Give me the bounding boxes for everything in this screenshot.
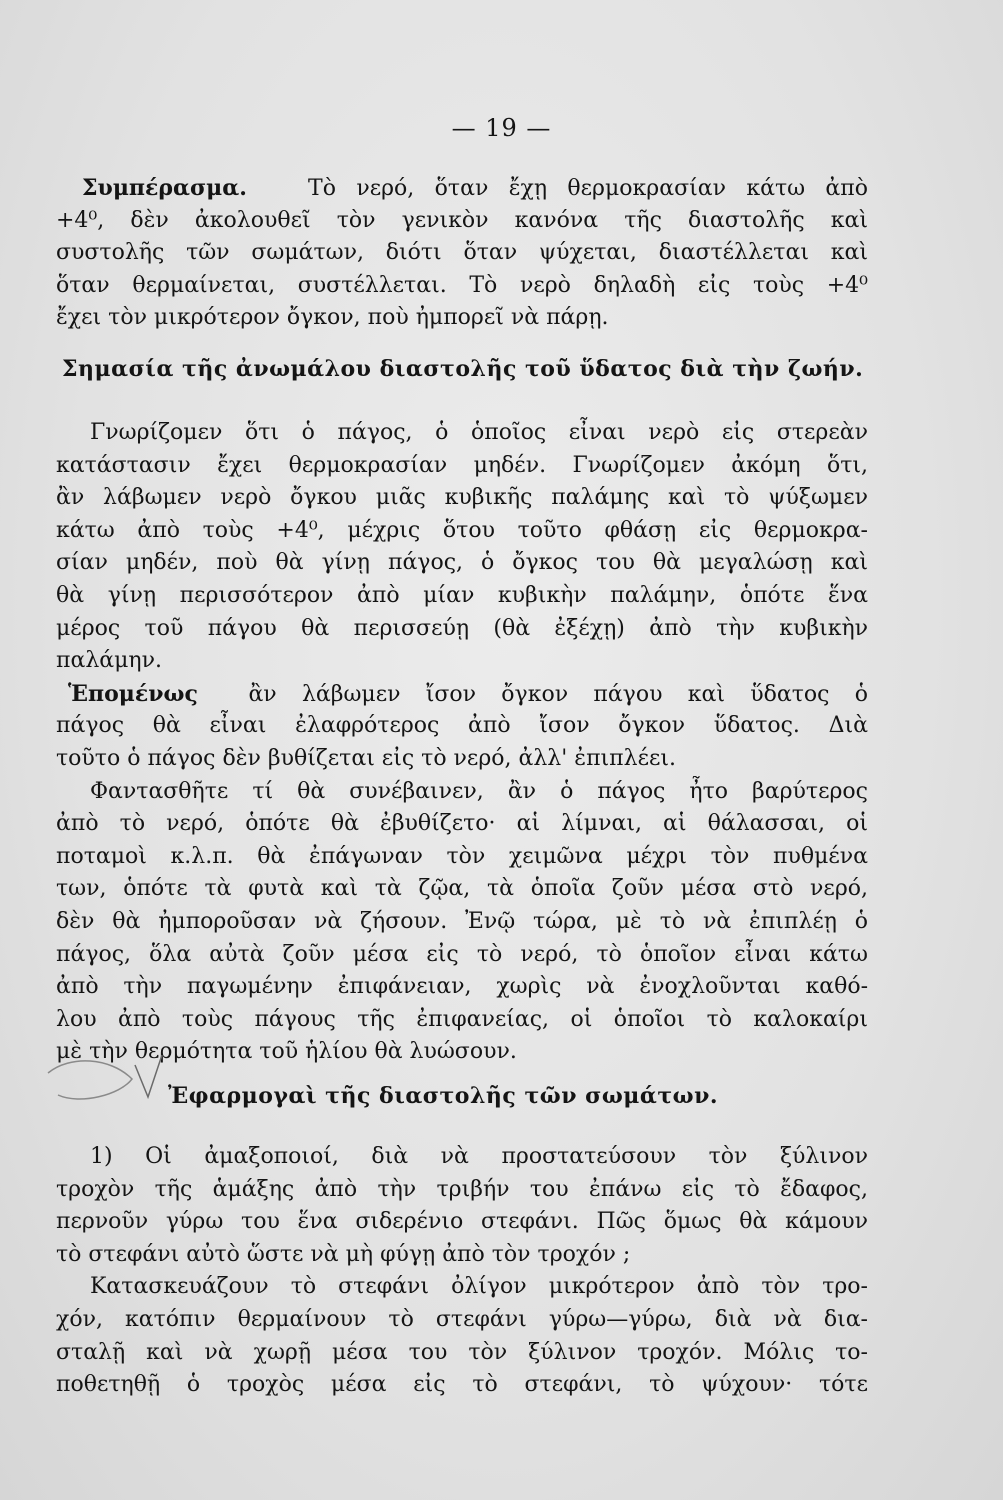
text-line: λου ἀπὸ τοὺς πάγους τῆς ἐπιφανείας, οἱ ὁποῖοι τὸ καλοκαίρι (56, 1006, 868, 1032)
text-line: μέρος τοῦ πάγου θὰ περισσεύῃ (θὰ ἐξέχῃ) ἀπὸ τὴν κυβικὴν (56, 615, 868, 641)
text-line: συστολῆς τῶν σωμάτων, διότι ὅταν ψύχεται, διαστέλλεται καὶ (56, 240, 868, 266)
section-heading-applications: Ἐφαρμογαὶ τῆς διαστολῆς τῶν σωμάτων. (168, 1083, 719, 1109)
text-line: πάγος θὰ εἶναι ἐλαφρότερος ἀπὸ ἴσον ὄγκον ὕδατος. Διὰ (56, 713, 868, 739)
text-line: παλάμην. (56, 648, 162, 674)
text-line: σταλῇ καὶ νὰ χωρῇ μέσα του τὸν ξύλινον τροχόν. Μόλις το- (56, 1339, 868, 1365)
paragraph-lead: Ἑπομένως (68, 680, 198, 707)
text-line: χόν, κατόπιν θερμαίνουν τὸ στεφάνι γύρω—γύρω, διὰ νὰ δια- (56, 1306, 868, 1332)
text-line: κατάστασιν ἔχει θερμοκρασίαν μηδέν. Γνωρίζομεν ἀκόμη ὅτι, (56, 452, 868, 478)
text-line: πάγος, ὅλα αὐτὰ ζοῦν μέσα εἰς τὸ νερό, τὸ ὁποῖον εἶναι κάτω (56, 941, 868, 967)
text-line: ποταμοὶ κ.λ.π. θὰ ἐπάγωναν τὸν χειμῶνα μέχρι τὸν πυθμένα (56, 843, 868, 869)
text-line: μὲ τὴν θερμότητα τοῦ ἡλίου θὰ λυώσουν. (56, 1039, 517, 1065)
text-line: Κατασκευάζουν τὸ στεφάνι ὀλίγον μικρότερον ἀπὸ τὸν τρο- (90, 1274, 868, 1300)
text-line: Γνωρίζομεν ὅτι ὁ πάγος, ὁ ὁποῖος εἶναι νερὸ εἰς στερεὰν (90, 420, 868, 445)
section2-paragraph (56, 1141, 868, 1402)
conclusion-text: Τὸ νερό, ὅταν ἔχῃ θερμοκρασίαν κάτω ἀπὸ (308, 176, 868, 201)
text-line: θὰ γίνῃ περισσότερον ἀπὸ μίαν κυβικὴν παλάμην, ὁπότε ἕνα (56, 582, 868, 608)
text-line: ἀπὸ τὸ νερό, ὁπότε θὰ ἐβυθίζετο· αἱ λίμναι, αἱ θάλασσαι, οἱ (56, 811, 868, 837)
section1-paragraph2-line-1 (56, 678, 868, 711)
text-line: κάτω ἀπὸ τοὺς +4⁰, μέχρις ὅτου τοῦτο φθάσῃ εἰς θερμοκρα- (56, 517, 868, 543)
text-line: Φαντασθῆτε τί θὰ συνέβαινεν, ἂν ὁ πάγος ἦτο βαρύτερος (90, 778, 868, 804)
text-line: +4⁰, δὲν ἀκολουθεῖ τὸν γενικὸν κανόνα τῆς διαστολῆς καὶ (56, 207, 868, 233)
text-line: ἔχει τὸν μικρότερον ὄγκον, ποὺ ἠμπορεῖ νὰ πάρῃ. (56, 305, 609, 331)
text-line: τὸ στεφάνι αὐτὸ ὥστε νὰ μὴ φύγῃ ἀπὸ τὸν τροχόν ; (56, 1241, 631, 1267)
text-line: τοῦτο ὁ πάγος δὲν βυθίζεται εἰς τὸ νερό, ἀλλ' ἐπιπλέει. (56, 745, 676, 771)
pencil-mark-icon (40, 1035, 180, 1115)
section-heading-anomalous-expansion: Σημασία τῆς ἀνωμάλου διαστολῆς τοῦ ὕδατος διὰ τὴν ζωήν. (62, 356, 864, 382)
text-line: ἀπὸ τὴν παγωμένην ἐπιφάνειαν, χωρὶς νὰ ἐνοχλοῦνται καθό- (56, 974, 868, 1000)
conclusion-paragraph (56, 172, 868, 335)
text-line: τροχὸν τῆς ἁμάξης ἀπὸ τὴν τριβήν του ἐπάνω εἰς τὸ ἔδαφος, (56, 1176, 868, 1202)
text-line: των, ὁπότε τὰ φυτὰ καὶ τὰ ζῷα, τὰ ὁποῖα ζοῦν μέσα στὸ νερό, (56, 876, 868, 902)
text-line: ἂν λάβωμεν νερὸ ὄγκου μιᾶς κυβικῆς παλάμης καὶ τὸ ψύξωμεν (56, 485, 868, 511)
text-line: ποθετηθῇ ὁ τροχὸς μέσα εἰς τὸ στεφάνι, τὸ ψύχουν· τότε (56, 1372, 868, 1398)
conclusion-line-1 (56, 172, 868, 205)
text-line: περνοῦν γύρω του ἕνα σιδερένιο στεφάνι. Πῶς ὅμως θὰ κάμουν (56, 1209, 868, 1235)
text-line: δὲν θὰ ἠμποροῦσαν νὰ ζήσουν. Ἐνῷ τώρα, μὲ τὸ νὰ ἐπιπλέῃ ὁ (56, 908, 868, 934)
conclusion-lead: Συμπέρασμα. (82, 175, 247, 201)
text-line: ὅταν θερμαίνεται, συστέλλεται. Τὸ νερὸ δηλαδὴ εἰς τοὺς +4⁰ (56, 272, 868, 298)
page-number: — 19 — (451, 114, 552, 142)
text-line: σίαν μηδέν, ποὺ θὰ γίνῃ πάγος, ὁ ὄγκος του θὰ μεγαλώσῃ καὶ (56, 550, 868, 576)
section1-paragraph (56, 417, 868, 1069)
paragraph-text: ἂν λάβωμεν ἴσον ὄγκον πάγου καὶ ὕδατος ὁ (248, 681, 868, 707)
text-line: 1) Οἱ ἀμαξοποιοί, διὰ νὰ προστατεύσουν τὸν ξύλινον (90, 1144, 868, 1169)
